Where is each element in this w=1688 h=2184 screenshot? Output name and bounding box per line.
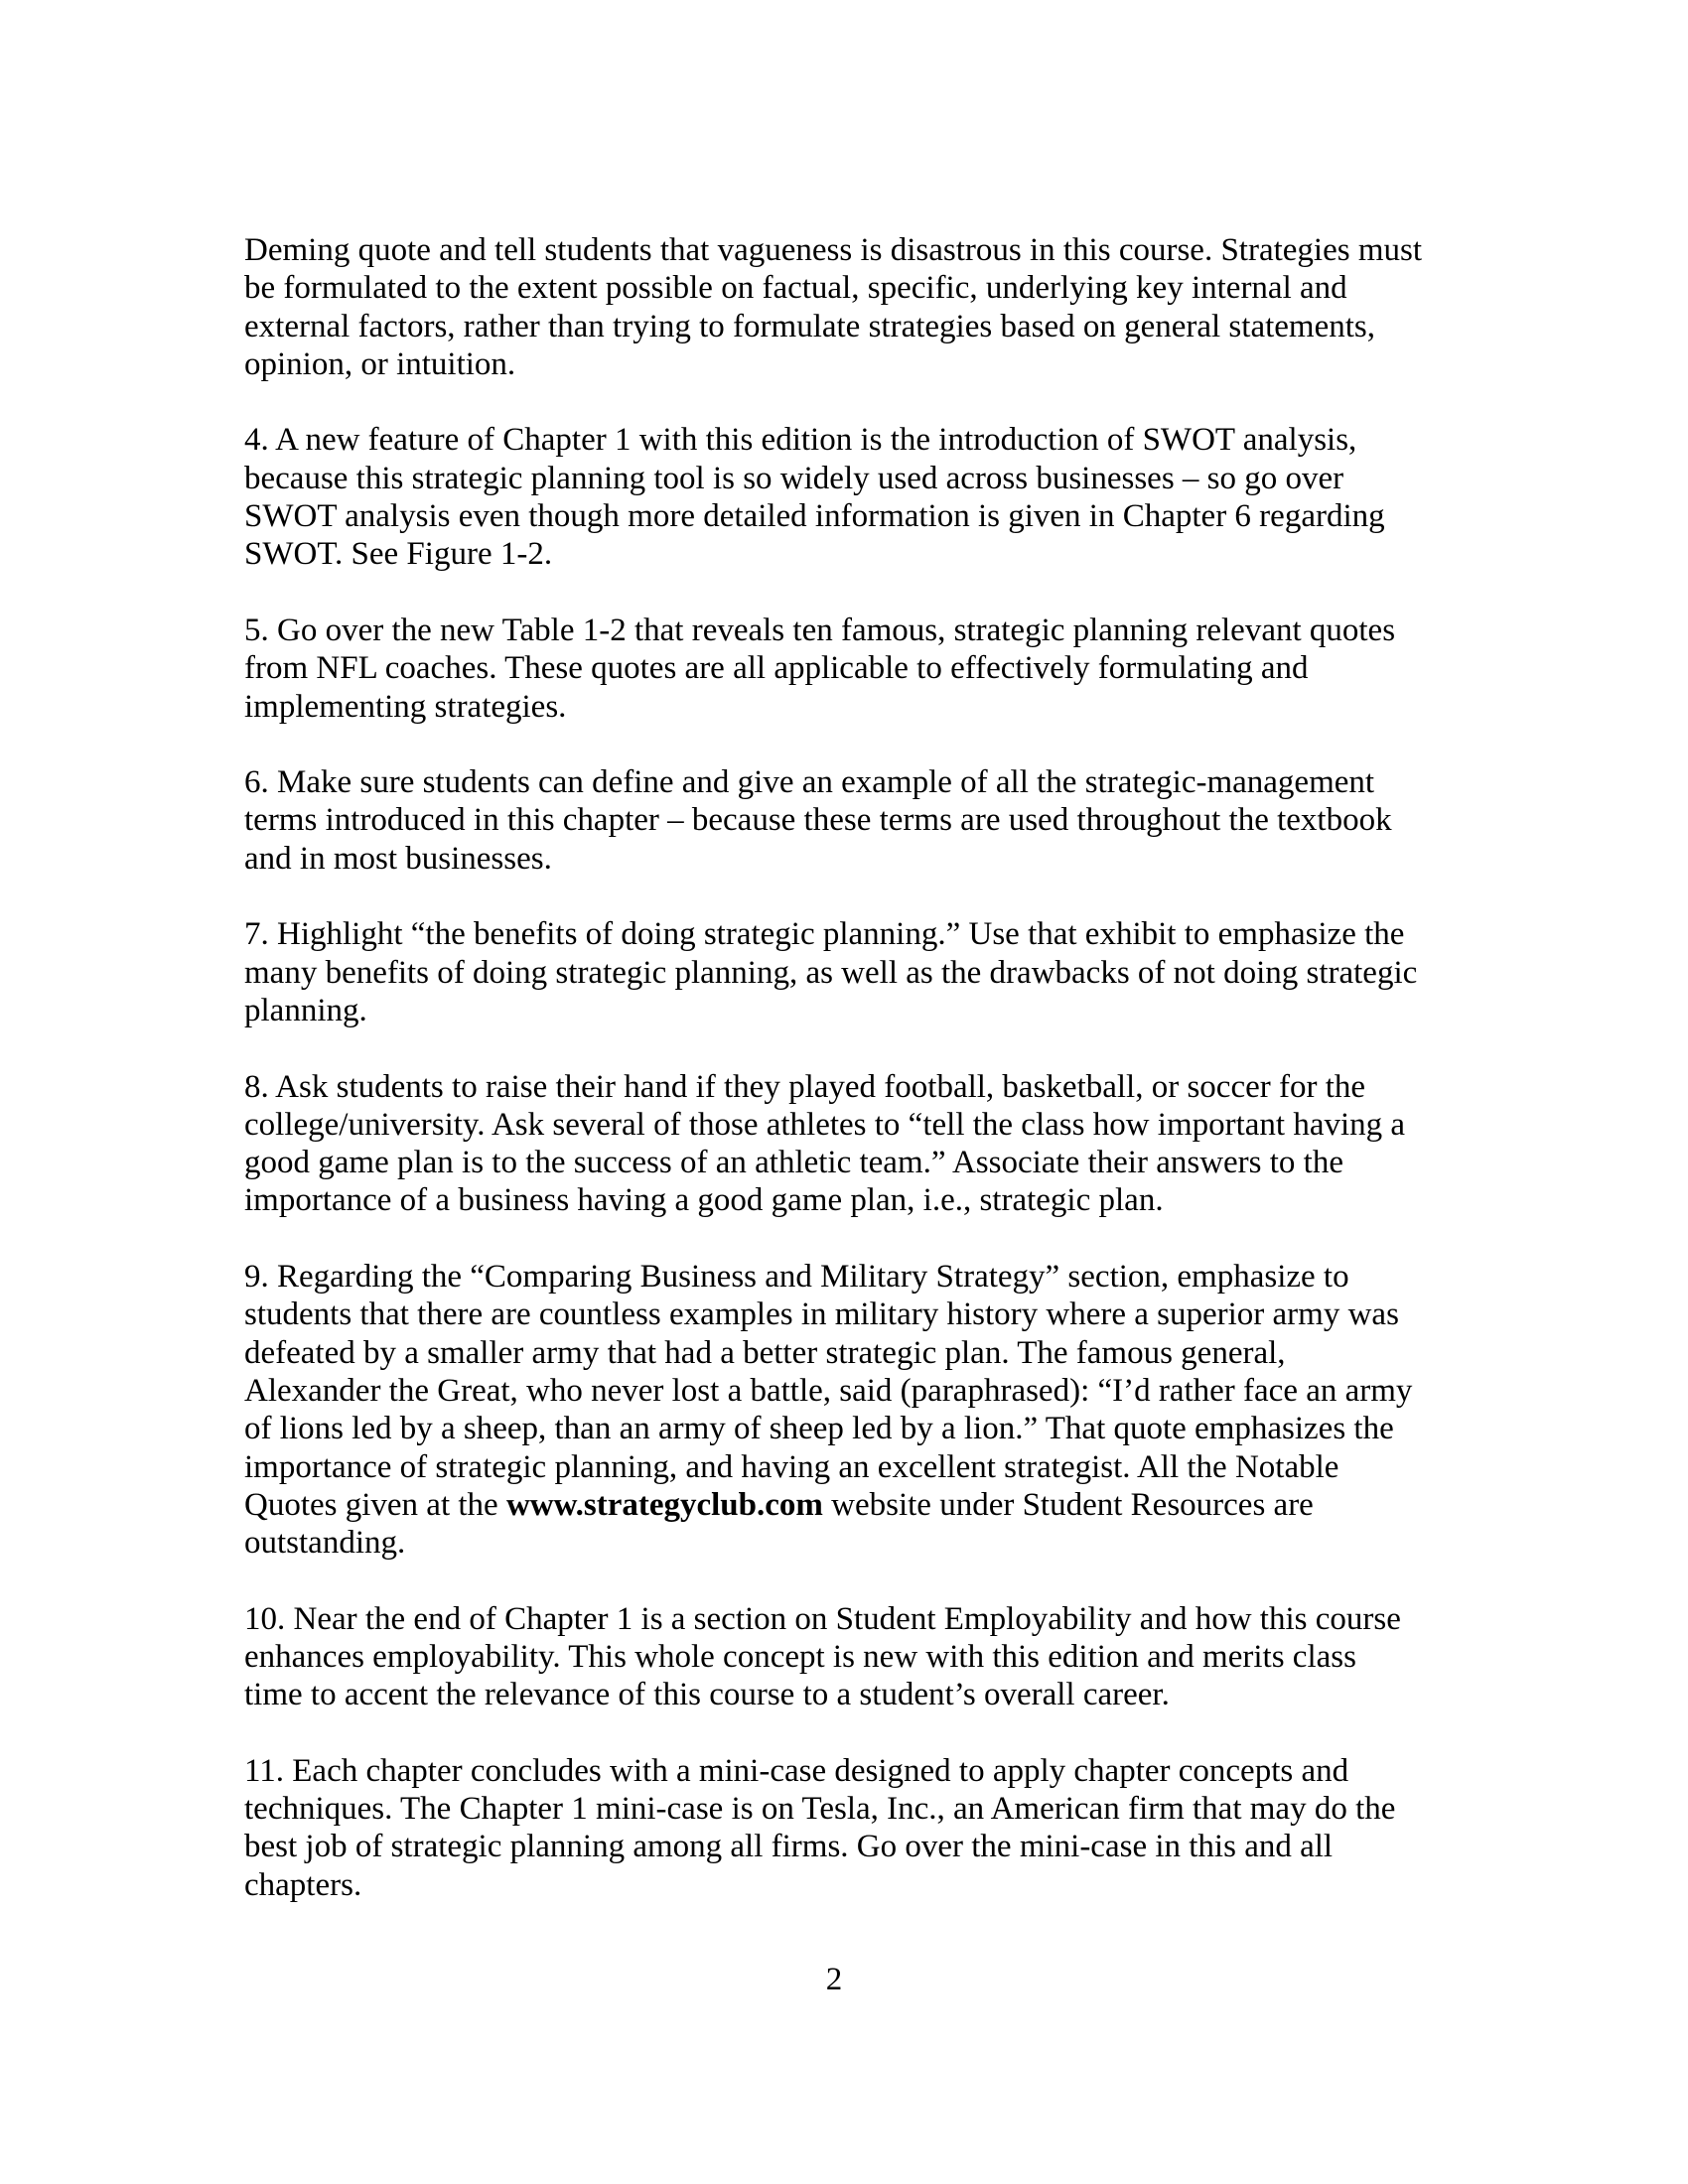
text-line: Deming quote and tell students that vagueness is disastrous in this course. Strategies must <box>244 232 1423 268</box>
text-line: because this strategic planning tool is so widely used across businesses – so go over <box>244 460 1344 496</box>
text-line: 9. Regarding the “Comparing Business and Military Strategy” section, emphasize to <box>244 1259 1349 1296</box>
text-line: importance of strategic planning, and having an excellent strategist. All the Notable <box>244 1448 1339 1485</box>
paragraph <box>244 1258 1535 1562</box>
text-line: 6. Make sure students can define and give an example of all the strategic-management <box>244 764 1375 801</box>
text-line: techniques. The Chapter 1 mini-case is on Tesla, Inc., an American firm that may do the <box>244 1791 1396 1828</box>
paragraph <box>244 763 1535 878</box>
paragraph <box>244 1600 1535 1714</box>
paragraph <box>244 1752 1535 1904</box>
text-line: chapters. <box>244 1866 362 1903</box>
text-line: 5. Go over the new Table 1-2 that reveals ten famous, strategic planning relevant quotes <box>244 612 1396 648</box>
strategyclub-link[interactable]: www.strategyclub.com <box>505 1486 823 1523</box>
text-line: defeated by a smaller army that had a better strategic plan. The famous general, <box>244 1334 1286 1371</box>
text-line: external factors, rather than trying to formulate strategies based on general statements, <box>244 308 1375 344</box>
text-line: importance of a business having a good game plan, i.e., strategic plan. <box>244 1182 1164 1219</box>
text-line: Alexander the Great, who never lost a battle, said (paraphrased): “I’d rather face an army <box>244 1372 1413 1409</box>
text-segment: Quotes given at the <box>244 1486 506 1523</box>
text-line: planning. <box>244 992 367 1028</box>
text-line: implementing strategies. <box>244 688 567 725</box>
paragraph <box>244 231 1535 383</box>
paragraph <box>244 1068 1535 1220</box>
text-line: be formulated to the extent possible on factual, specific, underlying key internal and <box>244 270 1347 307</box>
text-line: students that there are countless examples in military history where a superior army was <box>244 1297 1399 1333</box>
text-line: 8. Ask students to raise their hand if they played football, basketball, or soccer for the <box>244 1068 1366 1105</box>
text-line: opinion, or intuition. <box>244 345 516 382</box>
paragraph <box>244 421 1535 573</box>
paragraph <box>244 612 1535 726</box>
text-line: 7. Highlight “the benefits of doing strategic planning.” Use that exhibit to emphasize the <box>244 916 1405 953</box>
text-line: outstanding. <box>244 1525 406 1562</box>
text-line: many benefits of doing strategic planning, as well as the drawbacks of not doing strategic <box>244 954 1418 991</box>
page-number: 2 <box>825 1962 843 1997</box>
text-line <box>244 1486 1535 1524</box>
text-line: of lions led by a sheep, than an army of sheep led by a lion.” That quote emphasizes the <box>244 1411 1394 1447</box>
text-segment: website under Student Resources are <box>822 1486 1314 1523</box>
text-line: terms introduced in this chapter – because these terms are used throughout the textbook <box>244 802 1392 839</box>
text-line: SWOT analysis even though more detailed information is given in Chapter 6 regarding <box>244 498 1385 535</box>
text-line: good game plan is to the success of an athletic team.” Associate their answers to the <box>244 1145 1343 1181</box>
text-line: 11. Each chapter concludes with a mini-case designed to apply chapter concepts and <box>244 1752 1349 1789</box>
text-line: 4. A new feature of Chapter 1 with this edition is the introduction of SWOT analysis, <box>244 422 1357 459</box>
paragraph <box>244 915 1535 1029</box>
text-line: from NFL coaches. These quotes are all applicable to effectively formulating and <box>244 650 1309 687</box>
text-line: and in most businesses. <box>244 840 552 877</box>
text-line: 10. Near the end of Chapter 1 is a section on Student Employability and how this course <box>244 1600 1401 1637</box>
document-body <box>244 231 1535 1942</box>
text-line: time to accent the relevance of this course to a student’s overall career. <box>244 1677 1170 1713</box>
text-line: enhances employability. This whole concept is new with this edition and merits class <box>244 1638 1356 1675</box>
text-line: SWOT. See Figure 1-2. <box>244 536 553 573</box>
text-line: college/university. Ask several of those athletes to “tell the class how important having a <box>244 1106 1406 1143</box>
text-line: best job of strategic planning among all firms. Go over the mini-case in this and all <box>244 1829 1334 1865</box>
